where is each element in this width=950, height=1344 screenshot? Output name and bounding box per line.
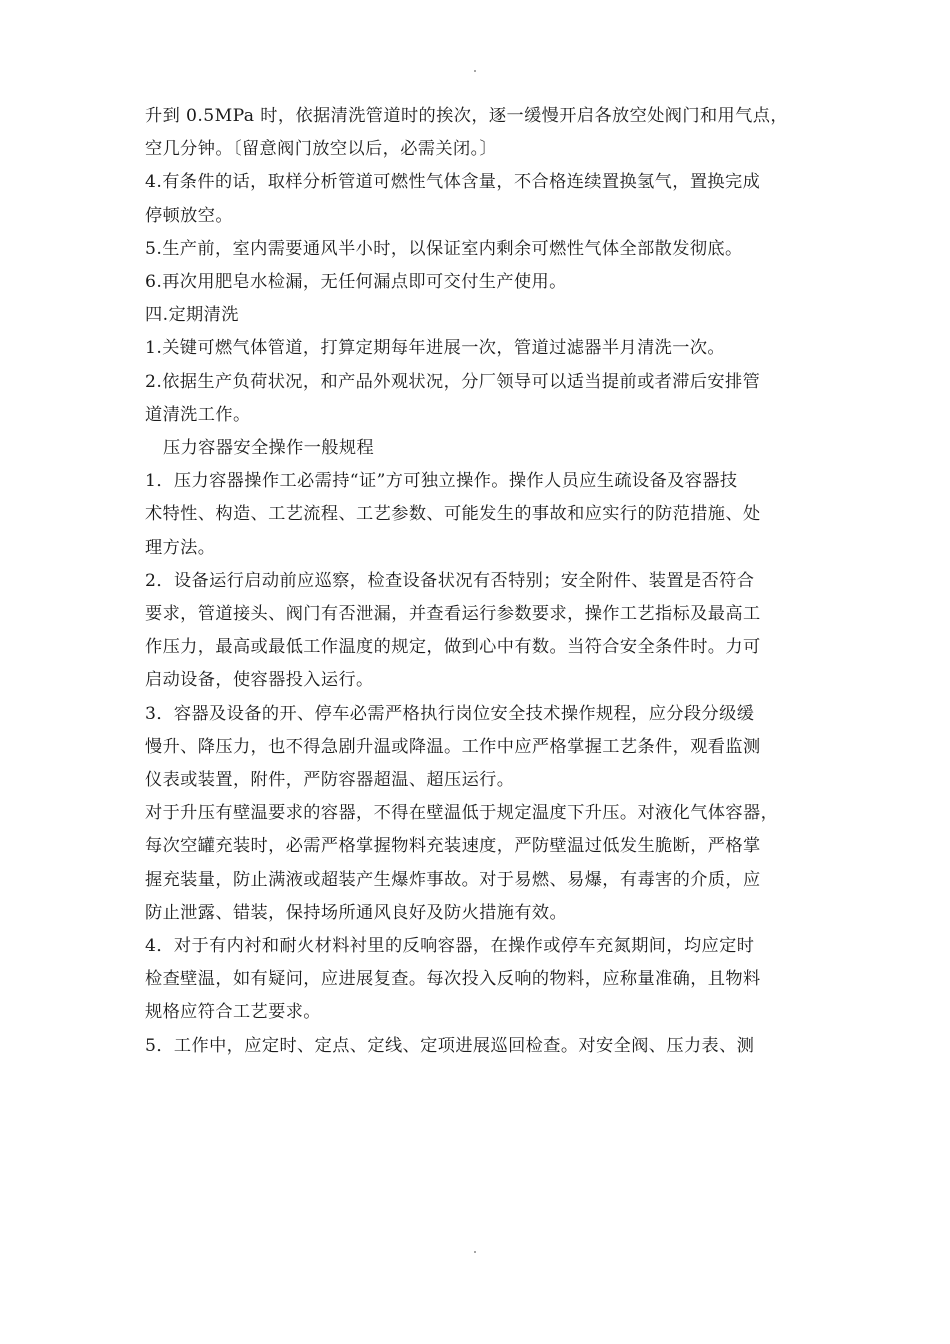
text-line: 升到 0.5MPa 时，依据清洗管道时的挨次，逐一缓慢开启各放空处阀门和用气点，	[145, 106, 788, 126]
text-line: 对于升压有壁温要求的容器，不得在壁温低于规定温度下升压。对液化气体容器，	[145, 803, 779, 824]
text-line: 4．对于有内衬和耐火材料衬里的反响容器，在操作或停车充氮期间，均应定时	[145, 936, 755, 957]
text-line: 2．设备运行启动前应巡察，检查设备状况有否特别；安全附件、装置是否符合	[145, 570, 755, 591]
text-line: 4.有条件的话，取样分析管道可燃性气体含量，不合格连续置换氢气，置换完成	[145, 172, 761, 193]
text-line: 防止泄露、错装，保持场所通风良好及防火措施有效。	[145, 902, 568, 923]
text-line: 慢升、降压力，也不得急剧升温或降温。工作中应严格掌握工艺条件，观看监测	[145, 736, 761, 757]
text-line: 启动设备，使容器投入运行。	[145, 670, 374, 691]
section-heading: 四.定期清洗	[145, 305, 239, 326]
text-line: 仪表或装置，附件，严防容器超温、超压运行。	[145, 770, 515, 791]
text-line: 规格应符合工艺要求。	[145, 1002, 321, 1023]
text-line: 空几分钟。〔留意阀门放空以后，必需关闭。〕	[145, 139, 498, 160]
page-bottom-marker	[474, 1251, 476, 1253]
text-line: 1.关键可燃气体管道，打算定期每年进展一次，管道过滤器半月清洗一次。	[145, 338, 726, 359]
text-line: 术特性、构造、工艺流程、工艺参数、可能发生的事故和应实行的防范措施、处	[145, 504, 761, 525]
document-title: 压力容器安全操作一般规程	[163, 438, 375, 459]
text-line: 握充装量，防止满液或超装产生爆炸事故。对于易燃、易爆，有毒害的介质，应	[145, 869, 761, 890]
text-line: 检查壁温，如有疑问，应进展复查。每次投入反响的物料，应称量准确，且物料	[145, 969, 761, 990]
text-line: 5．工作中，应定时、定点、定线、定项进展巡回检查。对安全阀、压力表、测	[145, 1035, 755, 1056]
text-line: 5.生产前，室内需要通风半小时，以保证室内剩余可燃性气体全部散发彻底。	[145, 238, 743, 259]
text-line: 6.再次用肥皂水检漏，无任何漏点即可交付生产使用。	[145, 272, 567, 293]
text-line: 1．压力容器操作工必需持“证”方可独立操作。操作人员应生疏设备及容器技	[145, 471, 738, 492]
text-line: 2.依据生产负荷状况，和产品外观状况，分厂领导可以适当提前或者滞后安排管	[145, 371, 761, 392]
text-line: 每次空罐充装时，必需严格掌握物料充装速度，严防壁温过低发生脆断，严格掌	[145, 836, 761, 857]
text-line: 要求，管道接头、阀门有否泄漏，并查看运行参数要求，操作工艺指标及最高工	[145, 604, 761, 625]
text-line: 3．容器及设备的开、停车必需严格执行岗位安全技术操作规程，应分段分级缓	[145, 703, 755, 724]
text-line: 道清洗工作。	[145, 404, 251, 425]
text-line: 停顿放空。	[145, 205, 233, 226]
text-line: 作压力，最高或最低工作温度的规定，做到心中有数。当符合安全条件时。力可	[145, 637, 761, 658]
document-body	[145, 100, 815, 1063]
text-line: 理方法。	[145, 537, 216, 558]
page-top-marker	[474, 70, 476, 72]
